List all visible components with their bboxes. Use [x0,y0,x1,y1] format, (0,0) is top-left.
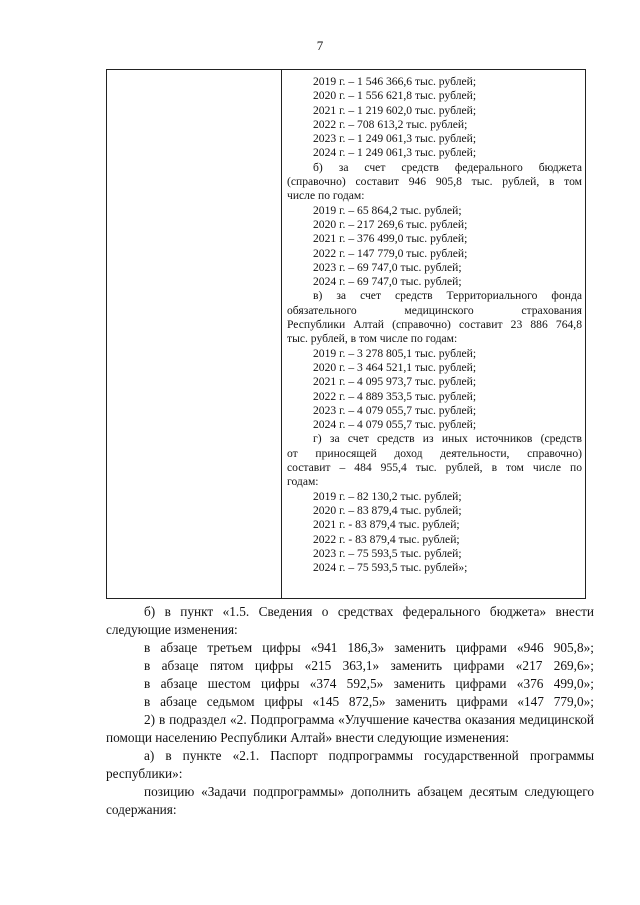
federal-intro-line: (справочно) составит 946 905,8 тыс. рублей, в том [287,175,582,189]
other-year-line: 2019 г. – 82 130,2 тыс. рублей; [313,489,462,503]
paragraph-subprogram-2: 2) в подраздел «2. Подпрограмма «Улучшение качества оказания медицинской помощи населению Республики Алтай» внести следующие изменения: [106,712,594,745]
other-year-line: 2024 г. – 75 593,5 тыс. рублей»; [313,561,468,575]
other-intro-line: от приносящей доход деятельности, справочно) [287,446,582,460]
tfoms-year-line: 2020 г. – 3 464 521,1 тыс. рублей; [313,360,477,374]
other-intro-line: составит – 484 955,4 тыс. рублей, в том числе по [287,461,582,475]
federal-year-line: 2021 г. – 376 499,0 тыс. рублей; [313,232,468,246]
regional-year-line: 2020 г. – 1 556 621,8 тыс. рублей; [313,89,477,103]
regional-year-line: 2019 г. – 1 546 366,6 тыс. рублей; [313,75,477,88]
tfoms-year-line: 2019 г. – 3 278 805,1 тыс. рублей; [313,346,477,360]
federal-year-line: 2024 г. – 69 747,0 тыс. рублей; [313,275,462,289]
page-number: 7 [316,38,324,53]
other-intro-line: г) за счет средств из иных источников (средств [313,432,582,446]
tfoms-year-line: 2023 г. – 4 079 055,7 тыс. рублей; [313,403,477,417]
tfoms-year-line: 2022 г. – 4 889 353,5 тыс. рублей; [313,389,477,403]
regional-year-line: 2024 г. – 1 249 061,3 тыс. рублей; [313,146,477,160]
paragraph-amendment-fifth: в абзаце пятом цифры «215 363,1» заменить цифрами «217 269,6»; [144,658,594,673]
tfoms-intro-line: Республики Алтай (справочно) составит 23 886 764,8 [287,318,582,332]
paragraph-tasks-position: позицию «Задачи подпрограммы» дополнить абзацем десятым следующего содержания: [106,784,594,817]
paragraph-item-2-1: а) в пункте «2.1. Паспорт подпрограммы государственной программы республики»: [106,748,594,781]
other-year-line: 2021 г. - 83 879,4 тыс. рублей; [313,518,460,532]
regional-year-line: 2023 г. – 1 249 061,3 тыс. рублей; [313,132,477,146]
tfoms-intro-line: тыс. рублей, в том числе по годам: [287,332,458,346]
paragraph-federal-budget-item: б) в пункт «1.5. Сведения о средствах федерального бюджета» внести следующие изменения: [106,604,594,637]
federal-year-line: 2023 г. – 69 747,0 тыс. рублей; [313,260,462,274]
table-column-divider [281,70,282,598]
regional-year-line: 2022 г. – 708 613,2 тыс. рублей; [313,117,468,131]
tfoms-intro-line: обязательного медицинского страхования [287,303,582,317]
federal-intro-line: числе по годам: [287,189,365,203]
other-year-line: 2023 г. – 75 593,5 тыс. рублей; [313,546,462,560]
other-year-line: 2020 г. – 83 879,4 тыс. рублей; [313,503,462,517]
funding-cell [287,75,582,575]
federal-year-line: 2022 г. – 147 779,0 тыс. рублей; [313,246,468,260]
passport-table [106,69,586,599]
tfoms-year-line: 2024 г. – 4 079 055,7 тыс. рублей; [313,418,477,432]
tfoms-year-line: 2021 г. – 4 095 973,7 тыс. рублей; [313,375,477,389]
other-intro-line: годам: [287,475,319,489]
paragraph-amendment-seventh: в абзаце седьмом цифры «145 872,5» заменить цифрами «147 779,0»; [144,694,594,709]
tfoms-intro-line: в) за счет средств Территориального фонда [313,289,582,303]
paragraph-amendment-third: в абзаце третьем цифры «941 186,3» заменить цифрами «946 905,8»; [144,640,594,655]
federal-year-line: 2020 г. – 217 269,6 тыс. рублей; [313,217,468,231]
federal-intro-line: б) за счет средств федерального бюджета [313,160,582,174]
amendment-text [106,603,594,819]
other-year-line: 2022 г. - 83 879,4 тыс. рублей; [313,532,460,546]
federal-year-line: 2019 г. – 65 864,2 тыс. рублей; [313,203,462,217]
paragraph-amendment-sixth: в абзаце шестом цифры «374 592,5» заменить цифрами «376 499,0»; [144,676,594,691]
regional-year-line: 2021 г. – 1 219 602,0 тыс. рублей; [313,103,477,117]
